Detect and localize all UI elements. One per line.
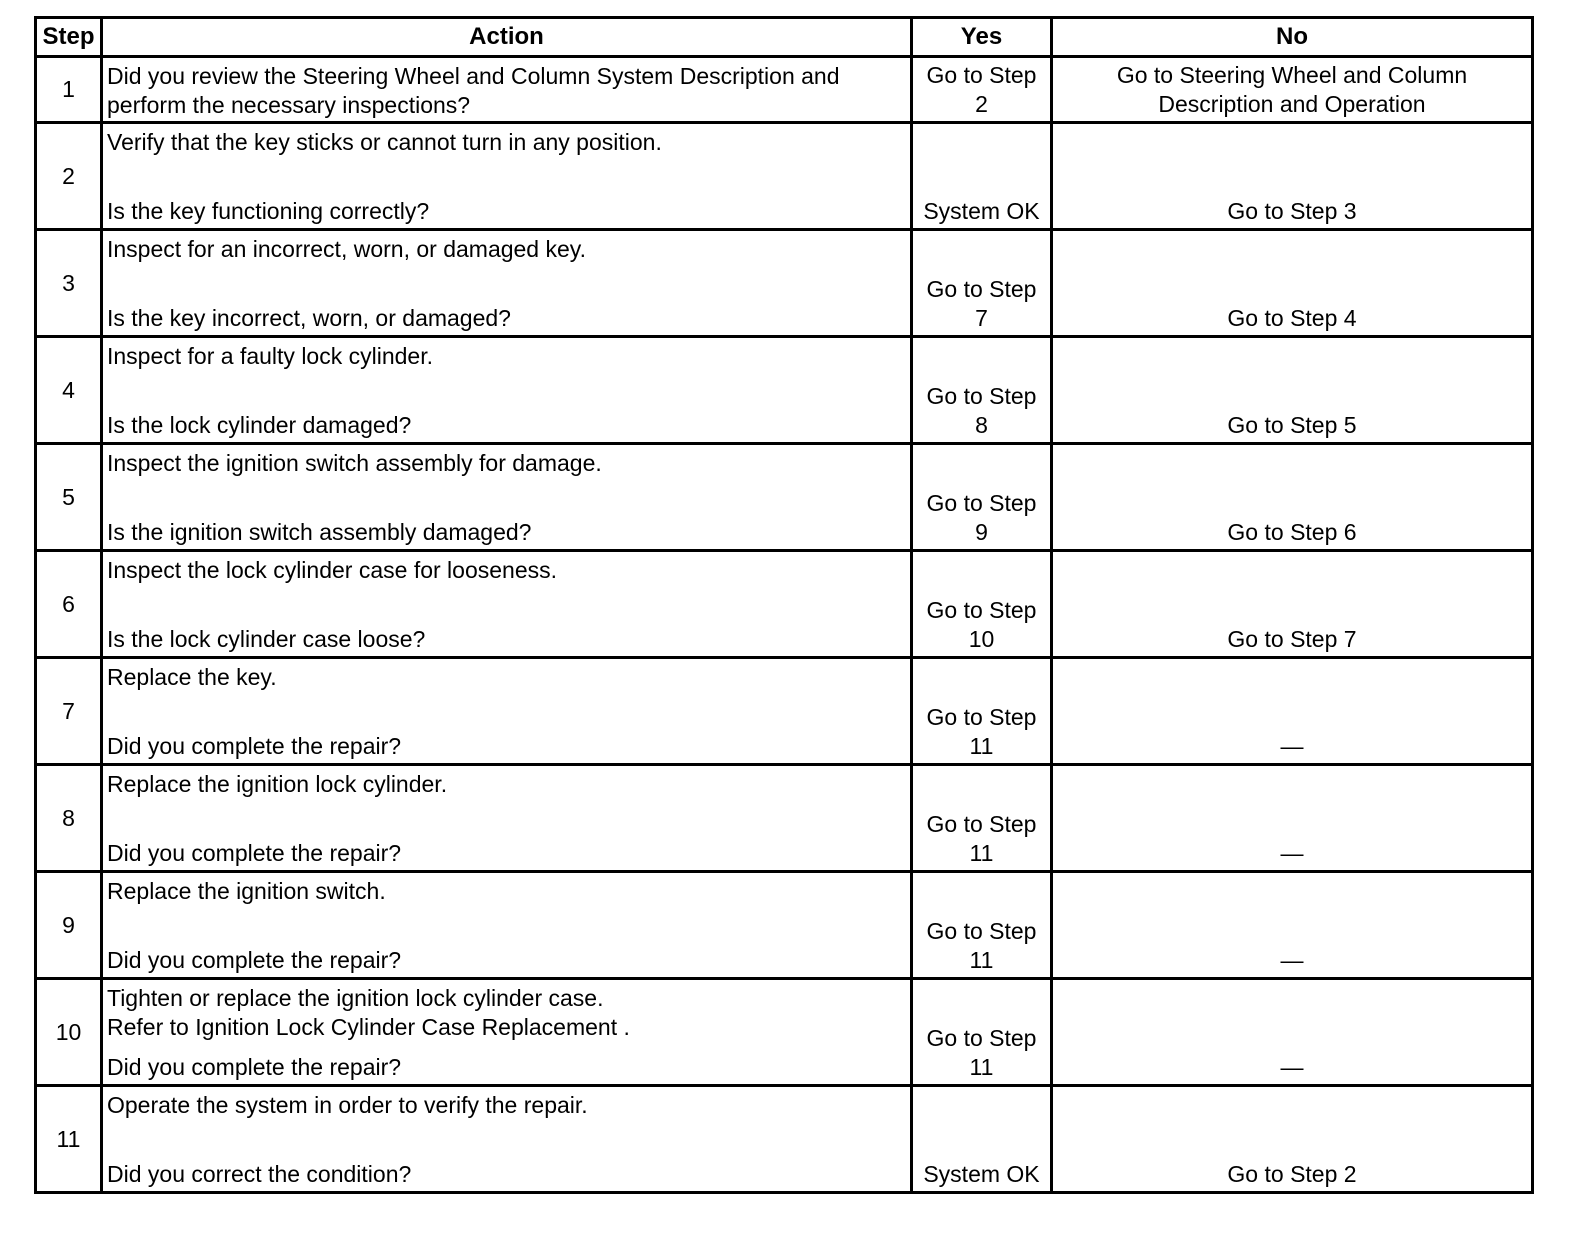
yes-cell: [912, 123, 1052, 230]
yes-result-text: System OK: [923, 198, 1040, 224]
action-text: Replace the key.: [107, 664, 277, 690]
no-result-text: Description and Operation: [1158, 90, 1426, 117]
no-result-text: Go to Step 3: [1227, 198, 1357, 224]
action-question: Is the lock cylinder damaged?: [107, 412, 412, 438]
yes-result-text: 10: [968, 626, 995, 652]
action-text: Inspect for an incorrect, worn, or damaged key.: [107, 236, 586, 262]
yes-result-text: Go to Step: [926, 61, 1037, 88]
diagnostic-table: [34, 16, 1534, 1194]
action-cell: [102, 444, 912, 551]
no-cell: [1052, 1086, 1533, 1193]
yes-cell: [912, 444, 1052, 551]
yes-cell: [912, 1086, 1052, 1193]
action-text: Did you review the Steering Wheel and Column System Description and perform the necessary inspections?: [107, 62, 840, 118]
yes-result-text: Go to Step: [926, 918, 1037, 944]
table-body: [36, 57, 1533, 1193]
no-cell: [1052, 658, 1533, 765]
yes-result-text: 9: [975, 519, 988, 545]
action-question: Is the lock cylinder case loose?: [107, 626, 426, 652]
action-cell: [102, 230, 912, 337]
no-result-text: Go to Step 6: [1227, 519, 1357, 545]
no-cell: [1052, 123, 1533, 230]
yes-cell: [912, 57, 1052, 123]
action-text: Operate the system in order to verify the repair.: [107, 1092, 588, 1118]
no-cell: [1052, 444, 1533, 551]
step-number: 9: [36, 872, 102, 979]
table-row: [36, 444, 1533, 551]
no-cell: [1052, 57, 1533, 123]
no-result-text: Go to Step 4: [1227, 305, 1357, 331]
action-text: Inspect for a faulty lock cylinder.: [107, 343, 433, 369]
table-row: [36, 872, 1533, 979]
yes-cell: [912, 658, 1052, 765]
step-number: 7: [36, 658, 102, 765]
yes-result-text: Go to Step: [926, 811, 1037, 837]
action-text: Tighten or replace the ignition lock cylinder case.: [107, 985, 604, 1011]
yes-result-text: Go to Step: [926, 704, 1037, 730]
yes-result-text: 11: [969, 840, 994, 866]
step-number: 2: [36, 123, 102, 230]
no-result-text: —: [1280, 840, 1304, 866]
yes-result-text: 2: [975, 90, 988, 117]
yes-result-text: Go to Step: [926, 490, 1037, 516]
yes-cell: [912, 765, 1052, 872]
no-cell: [1052, 337, 1533, 444]
action-question: Did you complete the repair?: [107, 1054, 402, 1080]
step-number: 1: [36, 57, 102, 123]
yes-result-text: 7: [975, 305, 988, 331]
action-text: Replace the ignition switch.: [107, 878, 386, 904]
no-cell: [1052, 872, 1533, 979]
action-cell: [102, 658, 912, 765]
yes-result-text: System OK: [923, 1161, 1040, 1187]
action-text: Inspect the lock cylinder case for looseness.: [107, 557, 558, 583]
yes-result-text: Go to Step: [926, 1025, 1037, 1051]
no-cell: [1052, 979, 1533, 1086]
yes-cell: [912, 551, 1052, 658]
action-question: Is the ignition switch assembly damaged?: [107, 519, 532, 545]
yes-result-text: Go to Step: [926, 597, 1037, 623]
table-row: [36, 979, 1533, 1086]
no-result-text: Go to Step 7: [1227, 626, 1357, 652]
action-text: Replace the ignition lock cylinder.: [107, 771, 448, 797]
yes-result-text: 11: [969, 733, 994, 759]
no-result-text: Go to Step 5: [1227, 412, 1357, 438]
action-question: Is the key functioning correctly?: [107, 198, 430, 224]
table-row: [36, 1086, 1533, 1193]
action-question: Did you complete the repair?: [107, 947, 402, 973]
no-result-text: —: [1280, 1054, 1304, 1080]
yes-cell: [912, 872, 1052, 979]
no-result-text: —: [1280, 947, 1304, 973]
table-row: [36, 551, 1533, 658]
no-result-text: Go to Step 2: [1227, 1161, 1357, 1187]
no-result-text: —: [1280, 733, 1304, 759]
table-row: [36, 123, 1533, 230]
no-cell: [1052, 765, 1533, 872]
action-text: Inspect the ignition switch assembly for damage.: [107, 450, 602, 476]
table-row: [36, 57, 1533, 123]
action-cell: [102, 123, 912, 230]
step-number: 3: [36, 230, 102, 337]
table-row: [36, 658, 1533, 765]
header-no: No: [1052, 18, 1533, 57]
yes-result-text: Go to Step: [926, 276, 1037, 302]
step-number: 8: [36, 765, 102, 872]
action-cell: [102, 57, 912, 123]
action-cell: [102, 872, 912, 979]
no-cell: [1052, 551, 1533, 658]
step-number: 5: [36, 444, 102, 551]
yes-cell: [912, 230, 1052, 337]
action-question: Is the key incorrect, worn, or damaged?: [107, 305, 511, 331]
action-cell: [102, 337, 912, 444]
header-action: Action: [102, 18, 912, 57]
action-cell: [102, 551, 912, 658]
step-number: 11: [36, 1086, 102, 1193]
action-cell: [102, 765, 912, 872]
action-cell: [102, 979, 912, 1086]
action-question: Did you complete the repair?: [107, 733, 402, 759]
no-cell: [1052, 230, 1533, 337]
yes-result-text: 11: [969, 947, 994, 973]
step-number: 4: [36, 337, 102, 444]
yes-result-text: Go to Step: [926, 383, 1037, 409]
action-text: Verify that the key sticks or cannot turn in any position.: [107, 129, 662, 155]
header-row: [36, 18, 1533, 57]
header-step: Step: [36, 18, 102, 57]
action-cell: [102, 1086, 912, 1193]
yes-result-text: 8: [975, 412, 988, 438]
action-question: Did you correct the condition?: [107, 1161, 412, 1187]
yes-result-text: 11: [969, 1054, 994, 1080]
table-row: [36, 765, 1533, 872]
action-question: Did you complete the repair?: [107, 840, 402, 866]
yes-cell: [912, 337, 1052, 444]
yes-cell: [912, 979, 1052, 1086]
step-number: 6: [36, 551, 102, 658]
action-text: Refer to Ignition Lock Cylinder Case Replacement .: [107, 1014, 630, 1040]
table-row: [36, 337, 1533, 444]
header-yes: Yes: [912, 18, 1052, 57]
step-number: 10: [36, 979, 102, 1086]
table-row: [36, 230, 1533, 337]
no-result-text: Go to Steering Wheel and Column: [1116, 61, 1468, 88]
